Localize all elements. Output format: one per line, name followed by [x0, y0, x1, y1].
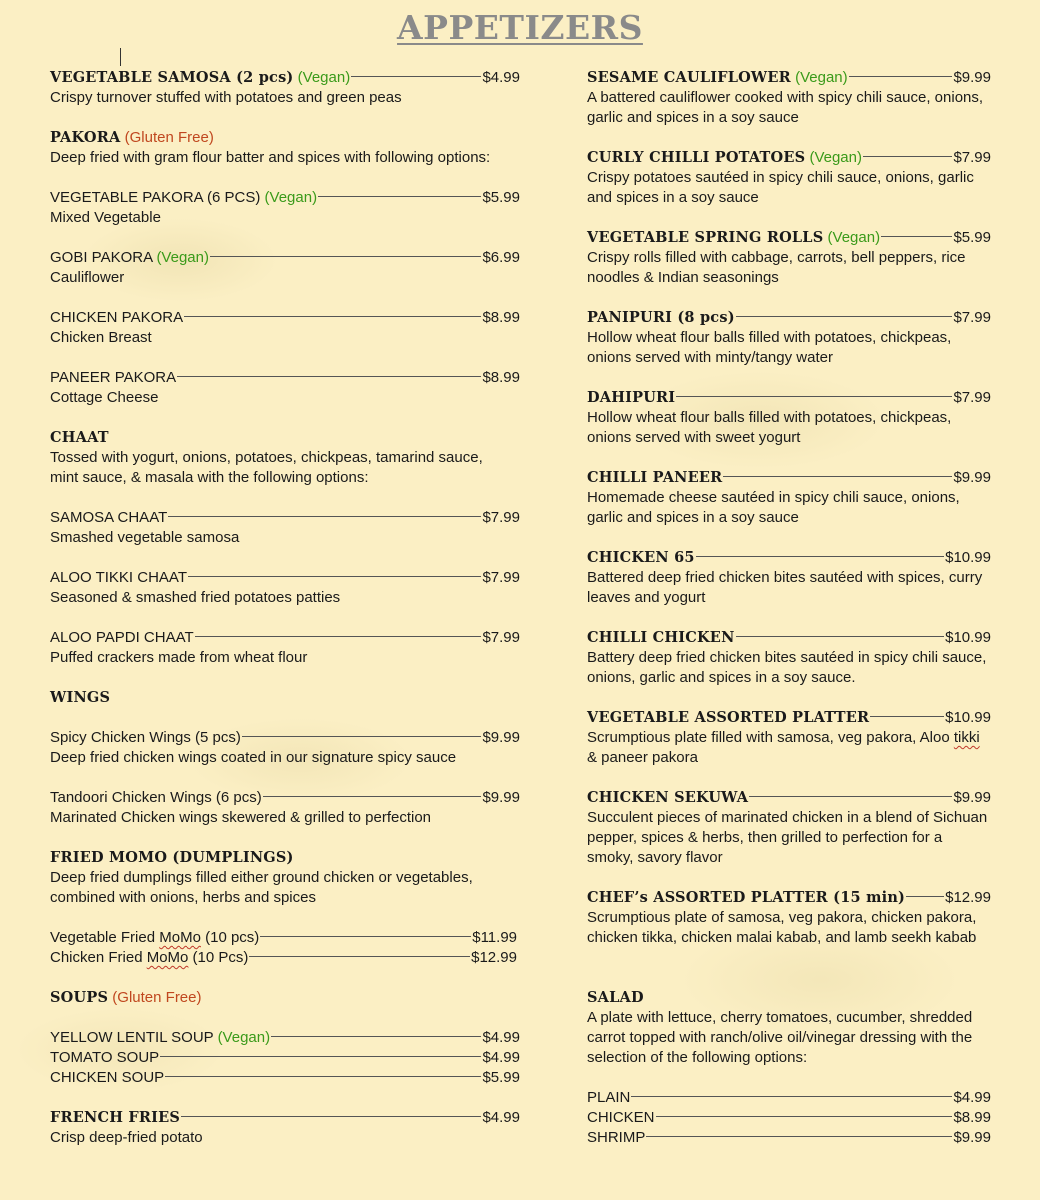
section-description: Tossed with yogurt, onions, potatoes, chickpeas, tamarind sauce, mint sauce, & masala with the following options:	[50, 449, 483, 486]
item-name: SHRIMP	[587, 1129, 646, 1146]
item-price: $8.99	[953, 1109, 991, 1126]
item-price: $7.99	[482, 509, 520, 526]
item-name: DAHIPURI	[587, 389, 676, 406]
spacer	[587, 768, 991, 788]
menu-item-chicken-soup	[50, 1068, 520, 1088]
item-price: $6.99	[482, 249, 520, 266]
dotted-leader	[631, 1096, 952, 1097]
item-name: CHICKEN PAKORA	[50, 309, 184, 326]
vegan-tag: (Vegan)	[827, 229, 881, 246]
item-description: Hollow wheat flour balls filled with potatoes, chickpeas, onions served with minty/tangy water	[587, 329, 952, 366]
item-price: $10.99	[945, 549, 991, 566]
item-price: $9.99	[953, 469, 991, 486]
vegan-tag: (Vegan)	[297, 69, 351, 86]
dotted-leader	[676, 396, 952, 397]
vegan-tag: (Vegan)	[809, 149, 862, 166]
menu-item-chilli-chicken	[587, 628, 991, 648]
spacer	[587, 208, 991, 228]
item-price: $4.99	[482, 1049, 520, 1066]
item-name: PAKORA (Gluten Free)	[50, 129, 214, 146]
item-price: $12.99	[945, 889, 991, 906]
item-name: VEGETABLE SAMOSA (2 pcs)	[50, 69, 294, 86]
spacer	[587, 948, 991, 968]
item-description: Homemade cheese sautéed in spicy chili sauce, onions, garlic and spices in a soy sauce	[587, 489, 960, 526]
dotted-leader	[188, 576, 481, 577]
item-description: Crispy rolls filled with cabbage, carrots, bell peppers, rice noodles & Indian seasonings	[587, 249, 966, 286]
item-name: CHILLI CHICKEN	[587, 629, 735, 646]
spacer	[587, 1068, 991, 1088]
item-description: Puffed crackers made from wheat flour	[50, 649, 308, 666]
item-price: $4.99	[482, 1109, 520, 1126]
item-name: VEGETABLE ASSORTED PLATTER	[587, 709, 870, 726]
item-price: $7.99	[482, 629, 520, 646]
spacer	[587, 448, 991, 468]
spacer	[50, 968, 520, 988]
spellcheck-word: MoMo	[159, 929, 201, 946]
menu-item-chef-platter	[587, 888, 991, 908]
menu-item-salad-plain	[587, 1088, 991, 1108]
menu-item-paneer-pakora	[50, 368, 520, 388]
left-column	[50, 68, 520, 1148]
section-heading-chaat	[50, 428, 520, 448]
gluten-free-tag: (Gluten Free)	[112, 989, 202, 1006]
dotted-leader	[881, 236, 952, 237]
item-description: Marinated Chicken wings skewered & grilled to perfection	[50, 809, 432, 826]
item-name: CHILLI PANEER	[587, 469, 723, 486]
spacer	[50, 228, 520, 248]
menu-item-vegetable-spring-rolls	[587, 228, 991, 248]
spacer	[50, 768, 520, 788]
spacer	[587, 688, 991, 708]
menu-item-dahipuri	[587, 388, 991, 408]
menu-item-sesame-cauliflower	[587, 68, 991, 88]
dotted-leader	[736, 636, 945, 637]
spacer	[587, 288, 991, 308]
menu-item-french-fries	[50, 1108, 520, 1128]
spacer	[587, 368, 991, 388]
item-description: Battered deep fried chicken bites sautéed with spices, curry leaves and yogurt	[587, 569, 983, 606]
dotted-leader	[696, 556, 944, 557]
menu-item-vegetable-pakora	[50, 188, 520, 208]
item-price: $9.99	[953, 69, 991, 86]
item-price: $4.99	[482, 69, 520, 86]
spacer	[50, 1008, 520, 1028]
item-description: Battery deep fried chicken bites sautéed in spicy chili sauce, onions, garlic and spices in a soy sauce.	[587, 649, 987, 686]
item-description: Crisp deep-fried potato	[50, 1129, 203, 1146]
menu-item-curly-chilli-potatoes	[587, 148, 991, 168]
section-heading-momo	[50, 848, 520, 868]
text-cursor	[120, 48, 121, 66]
item-name: ALOO PAPDI CHAAT	[50, 629, 194, 646]
item-description: Seasoned & smashed fried potatoes patties	[50, 589, 341, 606]
item-name: FRENCH FRIES	[50, 1109, 180, 1126]
dotted-leader	[656, 1116, 953, 1117]
spacer	[587, 868, 991, 888]
spacer	[50, 668, 520, 688]
gluten-free-tag: (Gluten Free)	[124, 129, 214, 146]
menu-item-yellow-lentil-soup	[50, 1028, 520, 1048]
spellcheck-word: tikki	[953, 729, 980, 746]
item-price: $9.99	[482, 729, 520, 746]
item-price: $9.99	[953, 789, 991, 806]
dotted-leader	[863, 156, 952, 157]
item-name: GOBI PAKORA (Vegan)	[50, 249, 209, 266]
vegan-tag: (Vegan)	[795, 69, 848, 86]
dotted-leader	[849, 76, 953, 77]
dotted-leader	[870, 716, 944, 717]
item-name: Chicken Fried MoMo (10 Pcs)	[50, 949, 249, 966]
spacer	[50, 348, 520, 368]
menu-item-vegetable-samosa	[50, 68, 520, 88]
page-title: APPETIZERS	[397, 8, 643, 47]
dotted-leader	[210, 256, 481, 257]
item-description: Cottage Cheese	[50, 389, 159, 406]
item-description: Smashed vegetable samosa	[50, 529, 240, 546]
item-name: Tandoori Chicken Wings (6 pcs)	[50, 789, 262, 806]
item-name: WINGS	[50, 689, 111, 706]
spacer	[587, 608, 991, 628]
spacer	[587, 128, 991, 148]
spacer	[587, 968, 991, 988]
dotted-leader	[160, 1056, 481, 1057]
menu-item-aloo-papdi-chaat	[50, 628, 520, 648]
item-price: $5.99	[482, 1069, 520, 1086]
item-name: CHICKEN 65	[587, 549, 695, 566]
dotted-leader	[736, 316, 953, 317]
item-price: $9.99	[482, 789, 520, 806]
item-description: Chicken Breast	[50, 329, 152, 346]
dotted-leader	[195, 636, 482, 637]
item-name: TOMATO SOUP	[50, 1049, 160, 1066]
item-description: Succulent pieces of marinated chicken in a blend of Sichuan pepper, spices & herbs, then grilled to perfection for a smoky, savory flavor	[587, 809, 988, 866]
spacer	[50, 1088, 520, 1108]
item-name: PANEER PAKORA	[50, 369, 177, 386]
item-price: $10.99	[945, 709, 991, 726]
vegan-tag: (Vegan)	[156, 249, 209, 266]
item-name: FRIED MOMO (DUMPLINGS)	[50, 849, 294, 866]
item-name: SAMOSA CHAAT	[50, 509, 168, 526]
item-description: Scrumptious plate of samosa, veg pakora, chicken pakora, chicken tikka, chicken malai kabab, and lamb seekh kabab	[587, 909, 977, 946]
item-description: Crispy turnover stuffed with potatoes and green peas	[50, 89, 402, 106]
menu-item-tandoori-wings	[50, 788, 520, 808]
item-price: $8.99	[482, 309, 520, 326]
dotted-leader	[263, 796, 482, 797]
item-price: $11.99	[472, 929, 517, 946]
item-name: VEGETABLE SPRING ROLLS (Vegan)	[587, 229, 881, 246]
dotted-leader	[242, 736, 482, 737]
item-description: Crispy potatoes sautéed in spicy chili sauce, onions, garlic and spices in a soy sauce	[587, 169, 974, 206]
spacer	[50, 288, 520, 308]
section-heading-soups	[50, 988, 520, 1008]
item-description: Cauliflower	[50, 269, 125, 286]
spacer	[50, 488, 520, 508]
spacer	[50, 548, 520, 568]
section-description: Deep fried with gram flour batter and spices with following options:	[50, 149, 491, 166]
item-name: PLAIN	[587, 1089, 631, 1106]
vegan-tag: (Vegan)	[217, 1029, 271, 1046]
spacer	[50, 708, 520, 728]
menu-item-chilli-paneer	[587, 468, 991, 488]
spacer	[50, 108, 520, 128]
item-price: $7.99	[953, 389, 991, 406]
menu-item-chicken-sekuwa	[587, 788, 991, 808]
dotted-leader	[260, 936, 471, 937]
item-name: CURLY CHILLI POTATOES (Vegan)	[587, 149, 862, 166]
section-heading-pakora	[50, 128, 520, 148]
item-description: A battered cauliflower cooked with spicy chili sauce, onions, garlic and spices in a soy sauce	[587, 89, 984, 126]
dotted-leader	[271, 1036, 481, 1037]
item-description: Hollow wheat flour balls filled with potatoes, chickpeas, onions served with sweet yogurt	[587, 409, 952, 446]
dotted-leader	[318, 196, 481, 197]
item-description: Mixed Vegetable	[50, 209, 161, 226]
item-name: VEGETABLE PAKORA (6 PCS) (Vegan)	[50, 189, 318, 206]
item-name: CHEF’s ASSORTED PLATTER (15 min)	[587, 889, 906, 906]
spacer	[50, 908, 520, 928]
dotted-leader	[249, 956, 470, 957]
item-name: CHICKEN SEKUWA	[587, 789, 749, 806]
menu-item-vegetable-platter	[587, 708, 991, 728]
spacer	[587, 528, 991, 548]
dotted-leader	[749, 796, 952, 797]
dotted-leader	[177, 376, 481, 377]
dotted-leader	[181, 1116, 481, 1117]
menu-item-spicy-wings	[50, 728, 520, 748]
menu-item-chicken-pakora	[50, 308, 520, 328]
item-price: $9.99	[953, 1129, 991, 1146]
item-name: Spicy Chicken Wings (5 pcs)	[50, 729, 241, 746]
item-price: $12.99	[471, 949, 517, 966]
section-description: Deep fried dumplings filled either ground chicken or vegetables, combined with onions, herbs and spices	[50, 869, 473, 906]
menu-item-salad-shrimp	[587, 1128, 991, 1148]
menu-item-chicken-65	[587, 548, 991, 568]
item-price: $7.99	[482, 569, 520, 586]
section-heading-wings	[50, 688, 520, 708]
item-price: $4.99	[953, 1089, 991, 1106]
item-price: $8.99	[482, 369, 520, 386]
dotted-leader	[168, 516, 481, 517]
menu-item-chicken-momo	[50, 948, 517, 968]
section-description: A plate with lettuce, cherry tomatoes, cucumber, shredded carrot topped with ranch/olive oil/vinegar dressing with the selection of the following options:	[587, 1009, 973, 1066]
spacer	[50, 168, 520, 188]
item-name: CHAAT	[50, 429, 109, 446]
dotted-leader	[165, 1076, 481, 1077]
item-price: $5.99	[482, 189, 520, 206]
menu-item-tomato-soup	[50, 1048, 520, 1068]
dotted-leader	[906, 896, 944, 897]
item-description: Deep fried chicken wings coated in our signature spicy sauce	[50, 749, 457, 766]
item-name: Vegetable Fried MoMo (10 pcs)	[50, 929, 260, 946]
item-name: CHICKEN	[587, 1109, 655, 1126]
dotted-leader	[646, 1136, 952, 1137]
dotted-leader	[723, 476, 952, 477]
section-heading-salad	[587, 988, 991, 1008]
item-name: PANIPURI (8 pcs)	[587, 309, 735, 326]
item-name: YELLOW LENTIL SOUP (Vegan)	[50, 1029, 271, 1046]
spacer	[50, 408, 520, 428]
item-name: SESAME CAULIFLOWER (Vegan)	[587, 69, 848, 86]
menu-item-samosa-chaat	[50, 508, 520, 528]
item-price: $7.99	[953, 149, 991, 166]
spellcheck-word: MoMo	[146, 949, 189, 966]
dotted-leader	[351, 76, 481, 77]
menu-item-salad-chicken	[587, 1108, 991, 1128]
vegan-tag: (Vegan)	[264, 189, 318, 206]
menu-item-gobi-pakora	[50, 248, 520, 268]
spacer	[50, 828, 520, 848]
item-price: $7.99	[953, 309, 991, 326]
dotted-leader	[184, 316, 481, 317]
item-price: $4.99	[482, 1029, 520, 1046]
item-description: Scrumptious plate filled with samosa, veg pakora, Aloo tikki & paneer pakora	[587, 729, 980, 766]
item-name: CHICKEN SOUP	[50, 1069, 165, 1086]
item-price: $5.99	[953, 229, 991, 246]
item-price: $10.99	[945, 629, 991, 646]
menu-item-aloo-tikki-chaat	[50, 568, 520, 588]
right-column	[587, 68, 991, 1148]
item-name: ALOO TIKKI CHAAT	[50, 569, 187, 586]
item-name: SOUPS (Gluten Free)	[50, 989, 202, 1006]
item-name: SALAD	[587, 989, 644, 1006]
menu-item-vegetable-momo	[50, 928, 517, 948]
item-name	[50, 68, 350, 88]
menu-item-panipuri	[587, 308, 991, 328]
spacer	[50, 608, 520, 628]
